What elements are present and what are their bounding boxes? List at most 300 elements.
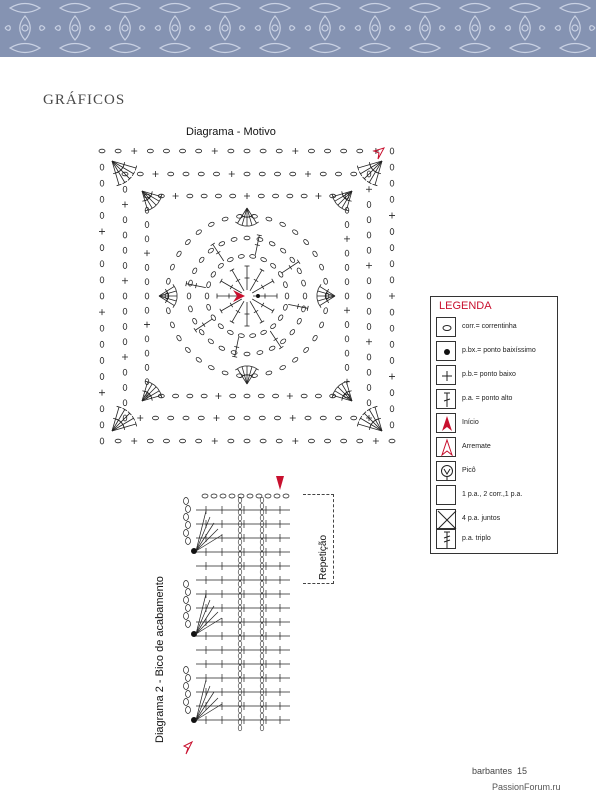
- chain-stitch: [184, 699, 189, 706]
- edging-dc: [196, 686, 210, 720]
- chain-stitch: [260, 671, 264, 677]
- chain-stitch: [290, 172, 296, 176]
- single-crochet-stitch: [305, 171, 311, 177]
- chain-stitch: [266, 217, 273, 222]
- chain-stitch: [260, 587, 264, 593]
- chain-stitch: [283, 304, 288, 311]
- chain-stitch: [227, 257, 234, 263]
- double-crochet-icon: [437, 390, 457, 410]
- single-crochet-stitch: [290, 415, 296, 421]
- edging-dc: [196, 692, 214, 720]
- chain-stitch: [238, 539, 242, 545]
- chain-stitch: [257, 237, 264, 242]
- chain-stitch: [238, 593, 242, 599]
- chain-stitch: [202, 494, 208, 498]
- chain-stitch: [123, 324, 127, 330]
- chain-oval-icon: [437, 318, 457, 338]
- single-crochet-stitch: [292, 148, 298, 154]
- chain-stitch: [260, 497, 264, 503]
- chain-stitch: [238, 647, 242, 653]
- chain-stitch: [145, 336, 149, 342]
- single-crochet-stitch: [99, 390, 105, 396]
- chain-stitch: [260, 719, 264, 725]
- chain-stitch: [258, 194, 264, 198]
- slip-stitch-dot: [191, 631, 197, 637]
- chain-stitch: [222, 370, 229, 375]
- chain-stitch: [153, 416, 159, 420]
- chain-stitch: [260, 569, 264, 575]
- chain-stitch: [367, 324, 371, 330]
- chain-stitch: [210, 271, 216, 278]
- single-crochet-stitch: [122, 278, 128, 284]
- chain-stitch: [228, 149, 234, 153]
- chain-stitch: [192, 318, 198, 325]
- chain-stitch: [186, 506, 191, 513]
- chain-stitch: [211, 494, 217, 498]
- chain-stitch: [184, 514, 189, 521]
- chain-stitch: [238, 611, 242, 617]
- chain-stitch: [238, 713, 242, 719]
- chain-stitch: [260, 545, 264, 551]
- legend-label: p.a. triplo: [462, 535, 491, 542]
- chain-stitch: [123, 293, 127, 299]
- chain-stitch: [238, 695, 242, 701]
- chain-stitch: [187, 394, 193, 398]
- chain-stitch: [170, 264, 176, 271]
- chain-stitch: [238, 503, 242, 509]
- edging-dc: [196, 529, 218, 551]
- chain-stitch: [123, 247, 127, 253]
- chain-stitch: [176, 250, 182, 257]
- legend-item-double-crochet: [436, 389, 554, 411]
- chain-stitch: [238, 587, 242, 593]
- slip-stitch-dot: [256, 294, 260, 298]
- slip-stitch-dot: [191, 548, 197, 554]
- chain-stitch: [390, 422, 394, 428]
- chain-stitch: [166, 307, 171, 314]
- chain-stitch: [100, 341, 104, 347]
- chain-stitch: [390, 180, 394, 186]
- chain-stitch: [238, 653, 242, 659]
- chain-stitch: [367, 232, 371, 238]
- chain-stitch: [345, 250, 349, 256]
- chain-stitch: [323, 278, 328, 285]
- legend-item-cluster: [436, 509, 554, 531]
- chain-stitch: [287, 194, 293, 198]
- chain-stitch: [266, 370, 273, 375]
- chain-stitch: [345, 222, 349, 228]
- chain-stitch: [238, 497, 242, 503]
- legend-item-slip-stitch: [436, 341, 554, 363]
- chain-stitch: [147, 439, 153, 443]
- chain-stitch: [260, 149, 266, 153]
- chain-stitch: [303, 239, 310, 246]
- chain-stitch: [123, 186, 127, 192]
- chain-stitch: [238, 509, 242, 515]
- chain-stitch: [100, 293, 104, 299]
- legend-item-start: [436, 413, 554, 435]
- chain-stitch: [238, 671, 242, 677]
- chain-stitch: [260, 641, 264, 647]
- chain-stitch: [260, 689, 264, 695]
- plus-icon: [437, 366, 457, 386]
- chain-stitch: [269, 241, 276, 247]
- chain-stitch: [163, 149, 169, 153]
- chain-stitch: [390, 390, 394, 396]
- chain-stitch: [315, 394, 321, 398]
- chain-stitch: [260, 665, 264, 671]
- chain-stitch: [137, 172, 143, 176]
- chain-stitch: [145, 236, 149, 242]
- chain-stitch: [238, 683, 242, 689]
- chain-stitch: [238, 725, 242, 731]
- chain-stitch: [319, 321, 325, 328]
- chain-stitch: [100, 196, 104, 202]
- chain-stitch: [184, 498, 189, 505]
- chain-stitch: [180, 149, 186, 153]
- chain-stitch: [367, 308, 371, 314]
- chain-stitch: [390, 406, 394, 412]
- chain-stitch: [336, 416, 342, 420]
- chain-stitch: [238, 563, 242, 569]
- start-arrow-icon: [437, 414, 457, 434]
- chain-stitch: [260, 617, 264, 623]
- chain-stitch: [198, 416, 204, 420]
- chain-stitch: [244, 149, 250, 153]
- legend-label: Arremate: [462, 443, 491, 450]
- chain-stitch: [260, 677, 264, 683]
- chain-stitch: [145, 350, 149, 356]
- dot-icon: [437, 342, 457, 362]
- empty-box-icon: [437, 486, 457, 506]
- chain-stitch: [145, 364, 149, 370]
- legend-item-v-stitch: [436, 485, 554, 507]
- chain-stitch: [367, 217, 371, 223]
- legend-title: LEGENDA: [439, 300, 492, 312]
- chain-stitch: [187, 194, 193, 198]
- chain-stitch: [244, 394, 250, 398]
- ornament-pattern: [0, 0, 596, 57]
- chain-stitch: [289, 256, 296, 263]
- chain-stitch: [208, 365, 215, 371]
- chain-stitch: [195, 357, 202, 363]
- chain-stitch: [99, 149, 105, 153]
- chain-stitch: [301, 394, 307, 398]
- chain-stitch: [345, 364, 349, 370]
- legend-label: p.b.= ponto baixo: [462, 371, 516, 378]
- chain-stitch: [312, 250, 318, 257]
- chain-stitch: [345, 293, 349, 299]
- chain-stitch: [270, 323, 277, 330]
- chain-stitch: [303, 346, 310, 353]
- chain-stitch: [100, 212, 104, 218]
- chain-stitch: [345, 322, 349, 328]
- chain-stitch: [320, 172, 326, 176]
- edging-dc: [196, 698, 218, 720]
- chain-stitch: [123, 263, 127, 269]
- chain-stitch: [100, 357, 104, 363]
- diagram-edging-title: Diagrama 2 - Bico de acabamento: [154, 576, 166, 743]
- chain-stitch: [186, 691, 191, 698]
- chain-stitch: [319, 264, 325, 271]
- single-crochet-stitch: [214, 415, 220, 421]
- chain-stitch: [170, 321, 176, 328]
- chain-stitch: [184, 613, 189, 620]
- edging-dc: [196, 594, 206, 634]
- chain-stitch: [230, 194, 236, 198]
- chain-stitch: [260, 563, 264, 569]
- chain-stitch: [145, 222, 149, 228]
- chain-stitch: [345, 264, 349, 270]
- chain-stitch: [238, 701, 242, 707]
- decorative-header-band: [0, 0, 596, 57]
- chain-stitch: [166, 278, 171, 285]
- edging-dc: [196, 511, 206, 551]
- chain-stitch: [123, 308, 127, 314]
- single-crochet-stitch: [229, 171, 235, 177]
- chain-stitch: [100, 261, 104, 267]
- single-crochet-stitch: [99, 229, 105, 235]
- chain-stitch: [367, 369, 371, 375]
- slip-stitch-dot: [191, 717, 197, 723]
- single-crochet-stitch: [131, 438, 137, 444]
- chain-stitch: [279, 365, 286, 371]
- chain-stitch: [180, 439, 186, 443]
- chain-stitch: [308, 439, 314, 443]
- chain-stitch: [228, 439, 234, 443]
- chain-stitch: [260, 557, 264, 563]
- motif-diagram: [92, 142, 402, 450]
- chain-stitch: [188, 280, 193, 287]
- chain-stitch: [244, 236, 250, 240]
- chain-stitch: [185, 239, 192, 246]
- chain-stitch: [123, 232, 127, 238]
- chain-stitch: [220, 494, 226, 498]
- chain-stitch: [186, 707, 191, 714]
- chain-stitch: [192, 267, 198, 274]
- chain-stitch: [341, 149, 347, 153]
- chain-stitch: [195, 229, 202, 235]
- chain-stitch: [367, 247, 371, 253]
- chain-stitch: [238, 599, 242, 605]
- chain-stitch: [389, 439, 395, 443]
- chain-stitch: [390, 245, 394, 251]
- chain-stitch: [301, 280, 306, 287]
- chain-stitch: [230, 394, 236, 398]
- chain-stitch: [247, 494, 253, 498]
- chain-stitch: [238, 719, 242, 725]
- chain-stitch: [184, 597, 189, 604]
- single-crochet-stitch: [389, 212, 395, 218]
- chain-stitch: [285, 293, 289, 299]
- chain-stitch: [390, 341, 394, 347]
- chain-stitch: [279, 221, 286, 227]
- chain-stitch: [260, 521, 264, 527]
- chain-stitch: [260, 533, 264, 539]
- chain-stitch: [367, 385, 371, 391]
- chain-stitch: [100, 245, 104, 251]
- chain-stitch: [390, 277, 394, 283]
- chain-stitch: [238, 659, 242, 665]
- edging-dc: [196, 704, 222, 720]
- chain-stitch: [276, 439, 282, 443]
- chain-stitch: [123, 369, 127, 375]
- chain-stitch: [229, 494, 235, 498]
- chain-stitch: [273, 394, 279, 398]
- chain-stitch: [231, 237, 238, 242]
- chain-stitch: [260, 551, 264, 557]
- edging-dc: [196, 612, 218, 634]
- legend-label: Picô: [462, 467, 476, 474]
- chain-stitch: [280, 247, 287, 254]
- chain-stitch: [185, 346, 192, 353]
- chain-stitch: [238, 617, 242, 623]
- edging-dc: [196, 680, 206, 720]
- legend-box: [430, 296, 558, 554]
- single-crochet-stitch: [315, 193, 321, 199]
- chain-stitch: [238, 707, 242, 713]
- chain-stitch: [229, 416, 235, 420]
- chain-stitch: [244, 439, 250, 443]
- chain-stitch: [238, 635, 242, 641]
- single-crochet-stitch: [344, 236, 350, 242]
- chain-stitch: [186, 675, 191, 682]
- magazine-name: barbantes: [472, 766, 513, 776]
- chain-stitch: [215, 194, 221, 198]
- chain-stitch: [273, 194, 279, 198]
- single-crochet-stitch: [212, 148, 218, 154]
- chain-stitch: [283, 281, 288, 288]
- single-crochet-stitch: [373, 438, 379, 444]
- chain-stitch: [238, 581, 242, 587]
- chain-stitch: [196, 149, 202, 153]
- chain-stitch: [345, 350, 349, 356]
- chain-stitch: [367, 400, 371, 406]
- chain-stitch: [207, 338, 214, 345]
- chain-stitch: [260, 635, 264, 641]
- chain-stitch: [184, 683, 189, 690]
- chain-stitch: [201, 394, 207, 398]
- chain-stitch: [390, 164, 394, 170]
- single-crochet-stitch: [389, 293, 395, 299]
- chain-stitch: [115, 149, 121, 153]
- chain-stitch: [260, 653, 264, 659]
- chain-stitch: [260, 539, 264, 545]
- chain-stitch: [100, 422, 104, 428]
- chain-stitch: [325, 149, 331, 153]
- single-crochet-stitch: [366, 263, 372, 269]
- single-crochet-stitch: [131, 148, 137, 154]
- chain-stitch: [214, 172, 220, 176]
- edging-dc: [196, 535, 222, 551]
- legend-label: p.a. = ponto alto: [462, 395, 513, 402]
- chain-stitch: [198, 329, 205, 336]
- chain-stitch: [187, 293, 191, 299]
- start-arrow-icon: [276, 476, 284, 490]
- chain-stitch: [308, 149, 314, 153]
- picot-icon: [437, 462, 457, 482]
- chain-stitch: [260, 330, 267, 336]
- chain-stitch: [238, 333, 244, 337]
- chain-stitch: [238, 557, 242, 563]
- chain-stitch: [390, 196, 394, 202]
- chain-stitch: [260, 713, 264, 719]
- edging-dc: [196, 517, 210, 551]
- single-crochet-stitch: [287, 393, 293, 399]
- chain-stitch: [198, 172, 204, 176]
- chain-stitch: [275, 416, 281, 420]
- chain-stitch: [184, 667, 189, 674]
- legend-label: 1 p.a., 2 corr.,1 p.a.: [462, 491, 523, 498]
- chain-stitch: [292, 357, 299, 363]
- chain-stitch: [238, 494, 244, 498]
- chain-stitch: [265, 494, 271, 498]
- chain-stitch: [183, 416, 189, 420]
- chain-stitch: [238, 623, 242, 629]
- legend-item-triple-crochet: [436, 529, 554, 551]
- diagram-motivo-title: Diagrama - Motivo: [186, 126, 276, 138]
- chain-stitch: [206, 304, 211, 311]
- single-crochet-stitch: [144, 322, 150, 328]
- chain-stitch: [100, 406, 104, 412]
- chain-stitch: [238, 527, 242, 533]
- chain-stitch: [390, 309, 394, 315]
- edging-dc: [196, 618, 222, 634]
- chain-stitch: [183, 172, 189, 176]
- chain-stitch: [351, 172, 357, 176]
- chain-stitch: [367, 202, 371, 208]
- chain-stitch: [278, 314, 284, 321]
- finish-arrow-icon: [184, 742, 192, 754]
- chain-stitch: [274, 494, 280, 498]
- x-cross-icon: [437, 510, 457, 530]
- chain-stitch: [312, 335, 318, 342]
- triple-crochet-icon: [437, 530, 457, 550]
- chain-stitch: [145, 264, 149, 270]
- chain-stitch: [176, 335, 182, 342]
- single-crochet-stitch: [137, 415, 143, 421]
- chain-stitch: [260, 593, 264, 599]
- chain-stitch: [145, 279, 149, 285]
- chain-stitch: [217, 262, 224, 269]
- chain-stitch: [145, 293, 149, 299]
- chain-stitch: [207, 247, 214, 254]
- chain-stitch: [123, 339, 127, 345]
- chain-stitch: [367, 278, 371, 284]
- single-crochet-stitch: [389, 374, 395, 380]
- chain-stitch: [238, 533, 242, 539]
- single-crochet-stitch: [292, 438, 298, 444]
- chain-stitch: [260, 611, 264, 617]
- chain-stitch: [217, 323, 224, 330]
- chain-stitch: [301, 306, 306, 313]
- repeat-label: Repetição: [318, 534, 329, 580]
- chain-stitch: [260, 701, 264, 707]
- chain-stitch: [296, 267, 302, 274]
- chain-stitch: [145, 307, 149, 313]
- chain-stitch: [249, 333, 255, 337]
- single-crochet-stitch: [366, 339, 372, 345]
- legend-item-picot: [436, 461, 554, 483]
- chain-stitch: [205, 293, 209, 299]
- chain-stitch: [238, 629, 242, 635]
- chain-stitch: [296, 318, 302, 325]
- chain-stitch: [168, 416, 174, 420]
- chain-stitch: [260, 659, 264, 665]
- chain-stitch: [100, 180, 104, 186]
- chain-stitch: [218, 241, 225, 247]
- chain-stitch: [123, 385, 127, 391]
